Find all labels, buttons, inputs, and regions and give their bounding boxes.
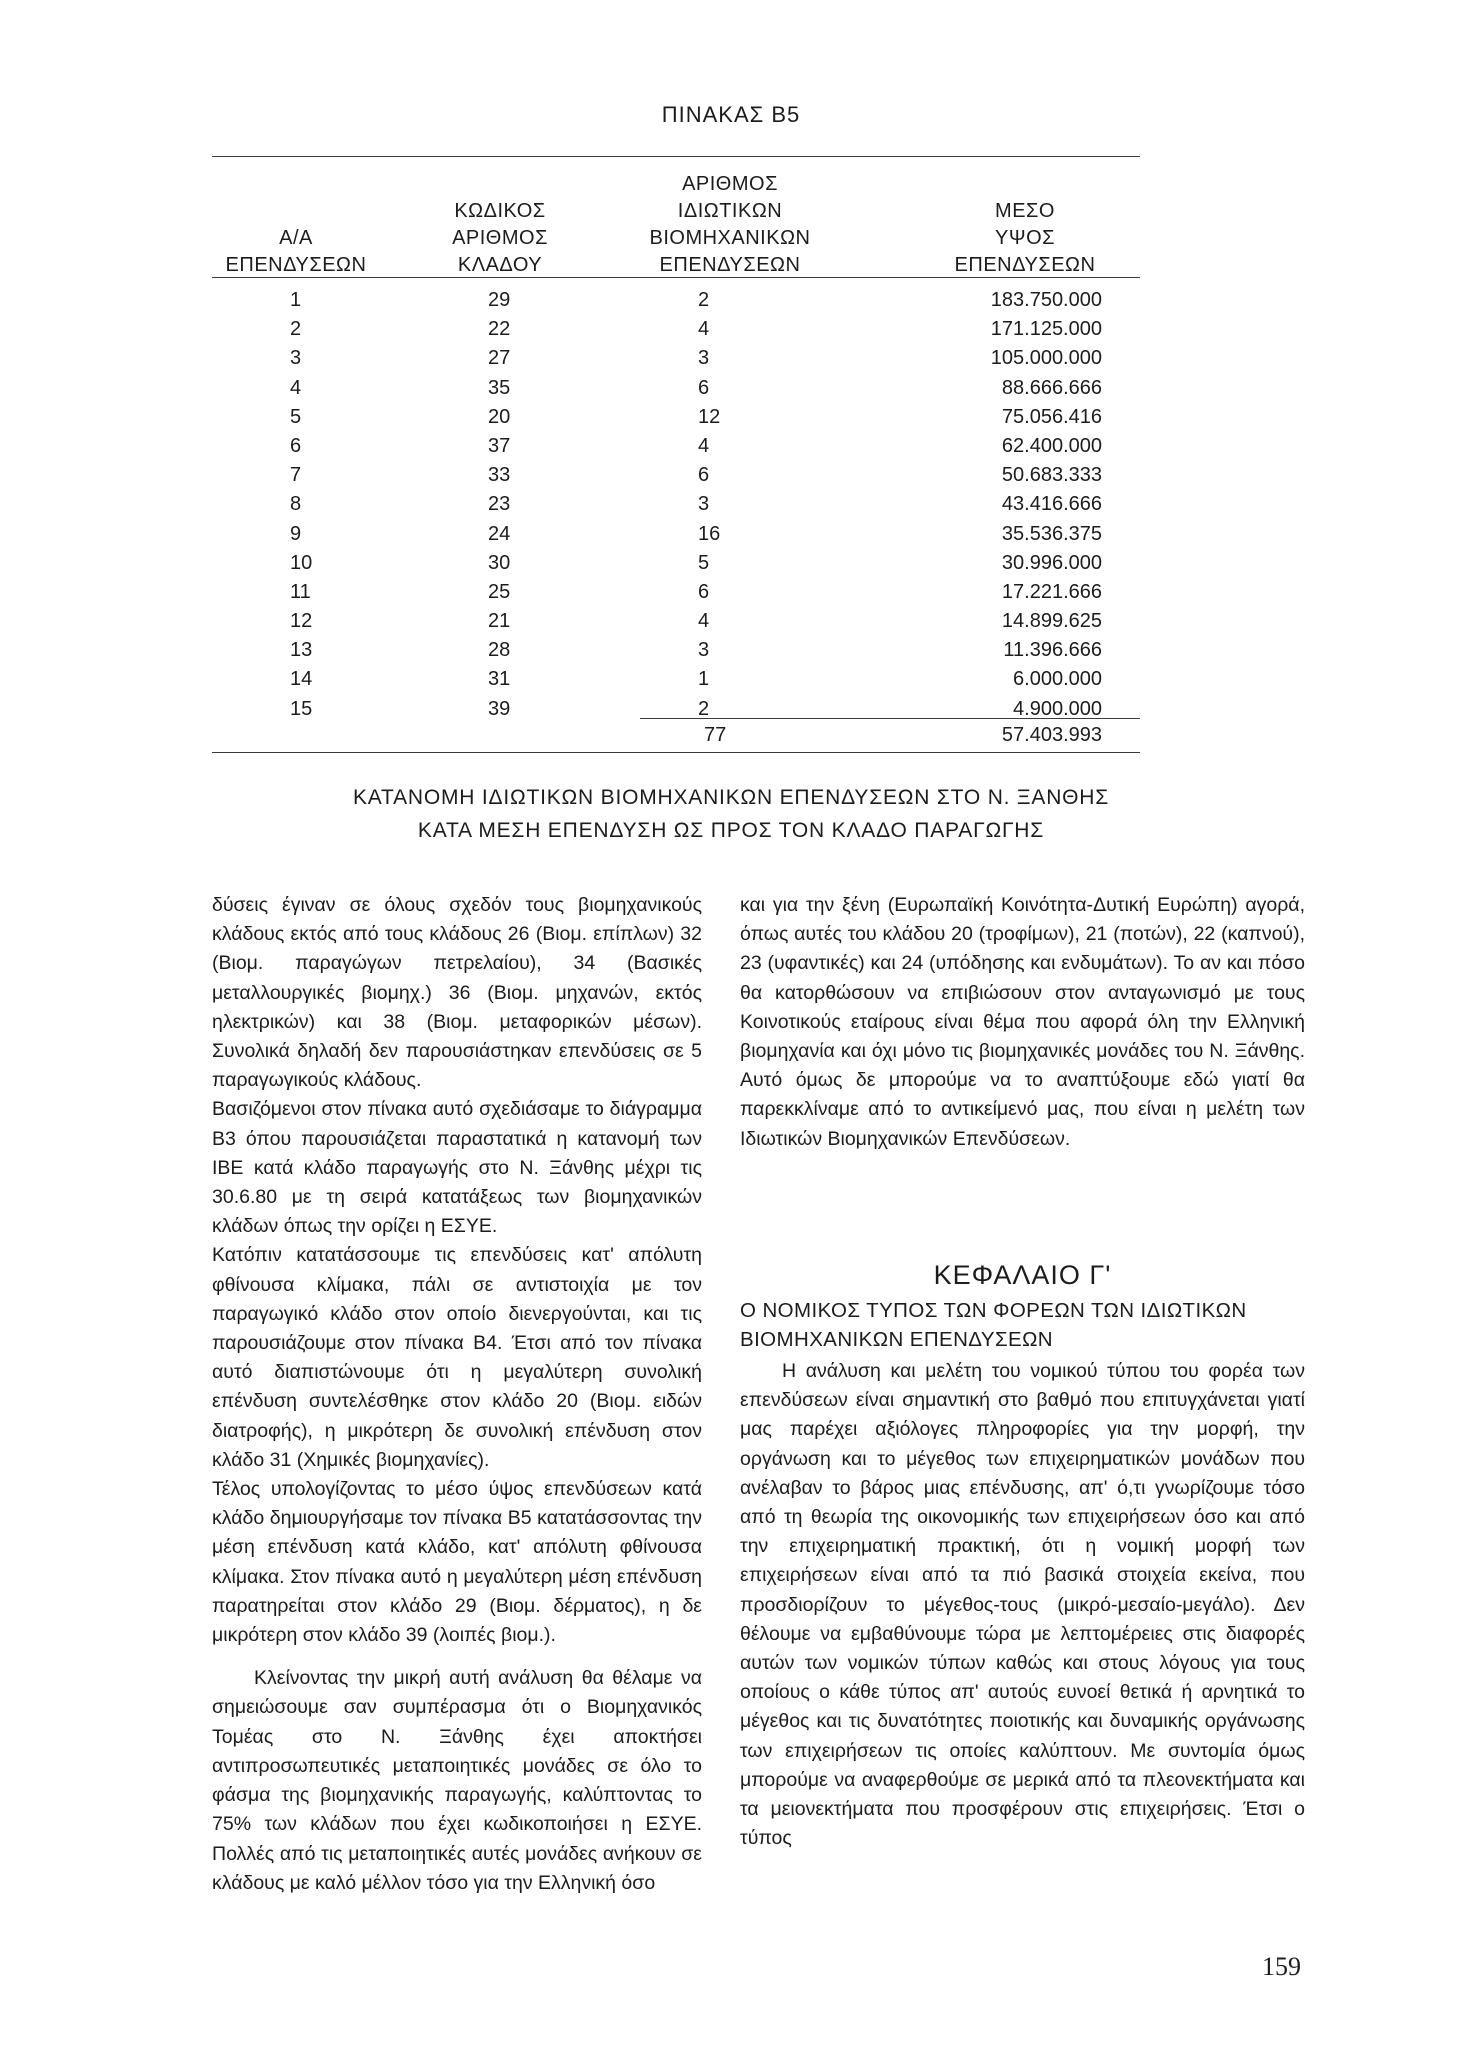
cell-aa: 13 xyxy=(290,639,313,662)
left-text-column xyxy=(212,891,702,1898)
cell-avg: 43.416.666 xyxy=(1001,493,1102,516)
cell-count: 16 xyxy=(698,522,721,545)
cell-count: 6 xyxy=(698,464,710,487)
header-count-line2: ΙΔΙΩΤΙΚΩΝ xyxy=(677,200,783,222)
cell-count: 3 xyxy=(698,639,710,662)
left-paragraph-2: Βασιζόμενοι στον πίνακα αυτό σχεδιάσαμε το διάγραμμα Β3 όπου παρουσιάζεται παραστατικά η κατανομή των ΙΒΕ κατά κλάδο παραγωγής στο Ν. Ξάνθης μέχρι τις 30.6.80 με τη σειρά κατατάξεως των βιομηχανικών κλάδων όπως την ορίζει η ΕΣΥΕ. xyxy=(212,1098,702,1238)
cell-count: 3 xyxy=(698,347,710,370)
cell-code: 21 xyxy=(488,610,511,633)
cell-count: 3 xyxy=(698,493,710,516)
right-paragraph-2: Η ανάλυση και μελέτη του νομικού τύπου του φορέα των επενδύσεων είναι σημαντική στο βαθμό που επιτυγχάνεται γιατί μας παρέχει αξιόλογες πληροφορίες για την μορφή, την οργάνωση και το μέγεθος των επιχειρηματικών μονάδων που ανέλαβαν το βάρος μιας επένδυσης, απ' ό,τι γνωρίζουμε τόσο από τη θεωρία της οικονομικής των επιχειρήσεων όσο και από την επιχειρηματική πρακτική, ότι η νομική μορφή των επιχειρήσεων είναι από τα πιό βασικά στοιχεία εκείνα, που προσδιορίζουν το μέγεθος-τους (μικρό-μεσαίο-μεγάλο). Δεν θέλουμε να εμβαθύνουμε τώρα με λεπτομέρειες στις διαφορές αυτών των νομικών τύπων καθώς και στους λόγους για τους οποίους ο κάθε τύπος απ' αυτούς ευνοεί θετικά ή αρνητικά το μέγεθος και τις δυνατότητες ποιοτικής και δυναμικής οργάνωσης των επιχειρήσεων τις οποίες καλύπτουν. Με συντομία όμως μπορούμε να αναφερθούμε σε μερικά από τα πλεονεκτήματα και τα μειονεκτήματα που προσφέρουν στις επιχειρήσεις. Έτσι ο τύπος xyxy=(740,1360,1305,1850)
header-count-line1: ΑΡΙΘΜΟΣ xyxy=(682,173,778,195)
total-count: 77 xyxy=(704,724,727,746)
chapter-heading xyxy=(740,1258,1305,1354)
header-count-line4: ΕΠΕΝΔΥΣΕΩΝ xyxy=(659,254,801,276)
left-paragraph-4: Τέλος υπολογίζοντας το μέσο ύψος επενδύσεων κατά κλάδο δημιουργήσαμε τον πίνακα Β5 κατατάσσοντας την μέση επένδυση κατά κλάδο, κατ' απόλυτη φθίνουσα κλίμακα. Στον πίνακα αυτό η μεγαλύτερη μέση επένδυση παρατηρείται στον κλάδο 29 (Βιομ. δέρματος), η δε μικρότερη στον κλάδο 39 (λοιπές βιομ.). xyxy=(212,1478,702,1647)
cell-aa: 7 xyxy=(290,464,302,487)
table-top-rule xyxy=(212,156,1140,157)
cell-aa: 15 xyxy=(290,697,313,720)
right-paragraph-1: και για την ξένη (Ευρωπαϊκή Κοινότητα-Δυτική Ευρώπη) αγορά, όπως αυτές του κλάδου 20 (τροφίμων), 21 (ποτών), 22 (καπνού), 23 (υφαντικές) και 24 (υπόδησης και ενδυμάτων). Το αν και πόσο θα κατορθώσουν να επιβιώσουν στον ανταγωνισμό με τους Κοινοτικούς εταίρους είναι θέμα που αφορά όλη την Ελληνική βιομηχανία και όχι μόνο τις βιομηχανικές μονάδες του Ν. Ξάνθης. Αυτό όμως δε μπορούμε να το αναπτύξουμε εδώ γιατί θα παρεκκλίναμε από το αντικείμενό μας, που είναι η μελέτη των Ιδιωτικών Βιομηχανικών Επενδύσεων. xyxy=(740,894,1305,1150)
table-title: ΠΙΝΑΚΑΣ Β5 xyxy=(661,102,801,127)
cell-code: 25 xyxy=(488,580,511,603)
right-text-column-2 xyxy=(740,1357,1305,1853)
table-header-rule xyxy=(212,277,1140,278)
cell-code: 20 xyxy=(488,405,511,428)
header-col-code xyxy=(430,198,570,279)
header-col-avg xyxy=(940,198,1110,279)
cell-avg: 17.221.666 xyxy=(1001,580,1102,603)
cell-avg: 4.900.000 xyxy=(1013,697,1102,720)
cell-code: 33 xyxy=(488,464,511,487)
cell-count: 2 xyxy=(698,289,710,311)
header-code-line2: ΑΡΙΘΜΟΣ xyxy=(452,227,548,249)
cell-aa: 6 xyxy=(290,434,302,457)
cell-count: 4 xyxy=(698,318,710,341)
header-aa-line2: ΕΠΕΝΔΥΣΕΩΝ xyxy=(225,254,367,276)
cell-aa: 1 xyxy=(290,289,302,311)
header-code-line3: ΚΛΑΔΟΥ xyxy=(457,254,543,276)
cell-aa: 5 xyxy=(290,405,302,428)
header-col-count xyxy=(615,171,845,279)
cell-count: 6 xyxy=(698,580,710,603)
cell-code: 35 xyxy=(488,376,511,399)
cell-avg: 88.666.666 xyxy=(1001,376,1102,399)
cell-code: 22 xyxy=(488,318,511,341)
cell-code: 31 xyxy=(488,668,511,691)
header-avg-line1: ΜΕΣΟ xyxy=(995,200,1055,222)
total-avg: 57.403.993 xyxy=(1001,724,1102,746)
cell-code: 39 xyxy=(488,697,511,720)
cell-avg: 30.996.000 xyxy=(1001,551,1102,574)
column-aa xyxy=(290,286,390,724)
chapter-title: ΚΕΦΑΛΑΙΟ Γ' xyxy=(933,1260,1112,1290)
cell-code: 37 xyxy=(488,434,511,457)
cell-aa: 14 xyxy=(290,668,313,691)
cell-aa: 8 xyxy=(290,493,302,516)
header-col-aa xyxy=(212,225,380,279)
cell-code: 30 xyxy=(488,551,511,574)
table-total-rule xyxy=(640,718,1140,719)
header-aa-line1: Α/Α xyxy=(279,227,313,249)
cell-aa: 12 xyxy=(290,610,313,633)
right-text-column xyxy=(740,891,1305,1154)
header-avg-line2: ΥΨΟΣ xyxy=(995,227,1055,249)
cell-count: 12 xyxy=(698,405,721,428)
cell-aa: 3 xyxy=(290,347,302,370)
cell-code: 28 xyxy=(488,639,511,662)
cell-avg: 50.683.333 xyxy=(1001,464,1102,487)
cell-avg: 75.056.416 xyxy=(1001,405,1102,428)
table-bottom-rule xyxy=(212,752,1140,753)
cell-aa: 10 xyxy=(290,551,313,574)
cell-code: 27 xyxy=(488,347,511,370)
cell-code: 24 xyxy=(488,522,511,545)
chapter-subtitle: Ο ΝΟΜΙΚΟΣ ΤΥΠΟΣ ΤΩΝ ΦΟΡΕΩΝ ΤΩΝ ΙΔΙΩΤΙΚΩΝ ΒΙΟΜΗΧΑΝΙΚΩΝ ΕΠΕΝΔΥΣΕΩΝ xyxy=(740,1299,1247,1351)
header-count-line3: ΒΙΟΜΗΧΑΝΙΚΩΝ xyxy=(649,227,811,249)
left-paragraph-3: Κατόπιν κατατάσσουμε τις επενδύσεις κατ' απόλυτη φθίνουσα κλίμακα, πάλι σε αντιστοιχία με τον παραγωγικό κλάδο στον οποίο διενεργούνται, και τις παρουσιάζουμε στον πίνακα Β4. Έτσι από τον πίνακα αυτό διαπιστώνουμε ότι η μεγαλύτερη συνολική επένδυση συντελέσθηκε στον κλάδο 20 (Βιομ. ειδών διατροφής), η μικρότερη δε συνολική επένδυση στον κλάδο 31 (Χημικές βιομηχανίες). xyxy=(212,1244,702,1471)
cell-avg: 14.899.625 xyxy=(1001,610,1102,633)
cell-code: 23 xyxy=(488,493,511,516)
cell-count: 4 xyxy=(698,610,710,633)
cell-aa: 9 xyxy=(290,522,302,545)
table-caption-line1: ΚΑΤΑΝΟΜΗ ΙΔΙΩΤΙΚΩΝ ΒΙΟΜΗΧΑΝΙΚΩΝ ΕΠΕΝΔΥΣΕΩΝ ΣΤΟ Ν. ΞΑΝΘΗΣ xyxy=(352,786,1110,809)
header-avg-line3: ΕΠΕΝΔΥΣΕΩΝ xyxy=(954,254,1096,276)
cell-avg: 6.000.000 xyxy=(1013,668,1102,691)
cell-avg: 171.125.000 xyxy=(990,318,1102,341)
left-paragraph-5: Κλείνοντας την μικρή αυτή ανάλυση θα θέλαμε να σημειώσουμε σαν συμπέρασμα ότι ο Βιομηχανικός Τομέας στο Ν. Ξάνθης έχει αποκτήσει αντιπροσωπευτικές μεταποιητικές μονάδες σε όλο το φάσμα της βιομηχανικής παραγωγής, καλύπτοντας το 75% των κλάδων που έχει κωδικοποιήσει η ΕΣΥΕ. Πολλές από τις μεταποιητικές αυτές μονάδες ανήκουν σε κλάδους με καλό μέλλον τόσο για την Ελληνική όσο xyxy=(212,1667,702,1894)
cell-avg: 35.536.375 xyxy=(1001,522,1102,545)
cell-count: 4 xyxy=(698,434,710,457)
left-paragraph-1: δύσεις έγιναν σε όλους σχεδόν τους βιομηχανικούς κλάδους εκτός από τους κλάδους 26 (Βιομ. επίπλων) 32 (Βιομ. παραγώγων πετρελαίου), 34 (Βασικές μεταλλουργικές βιομηχ.) 36 (Βιομ. μηχανών, εκτός ηλεκτρικών) και 38 (Βιομ. μεταφορικών μέσων). Συνολικά δηλαδή δεν παρουσιάστηκαν επενδύσεις σε 5 παραγωγικούς κλάδους. xyxy=(212,894,702,1092)
cell-aa: 11 xyxy=(290,580,311,603)
cell-count: 5 xyxy=(698,551,710,574)
cell-aa: 4 xyxy=(290,376,302,399)
cell-avg: 62.400.000 xyxy=(1001,434,1102,457)
column-count xyxy=(698,286,758,724)
cell-count: 2 xyxy=(698,697,710,720)
page-number: 159 xyxy=(1262,1952,1301,1981)
cell-avg: 105.000.000 xyxy=(990,347,1102,370)
column-avg xyxy=(950,286,1102,724)
cell-avg: 11.396.666 xyxy=(1003,639,1102,662)
column-code xyxy=(488,286,548,724)
cell-count: 1 xyxy=(698,668,710,691)
header-code-line1: ΚΩΔΙΚΟΣ xyxy=(454,200,546,222)
cell-count: 6 xyxy=(698,376,710,399)
cell-avg: 183.750.000 xyxy=(990,289,1102,311)
table-caption-line2: ΚΑΤΑ ΜΕΣΗ ΕΠΕΝΔΥΣΗ ΩΣ ΠΡΟΣ ΤΟΝ ΚΛΑΔΟ ΠΑΡΑΓΩΓΗΣ xyxy=(417,819,1045,842)
cell-code: 29 xyxy=(488,289,511,311)
cell-aa: 2 xyxy=(290,318,302,341)
